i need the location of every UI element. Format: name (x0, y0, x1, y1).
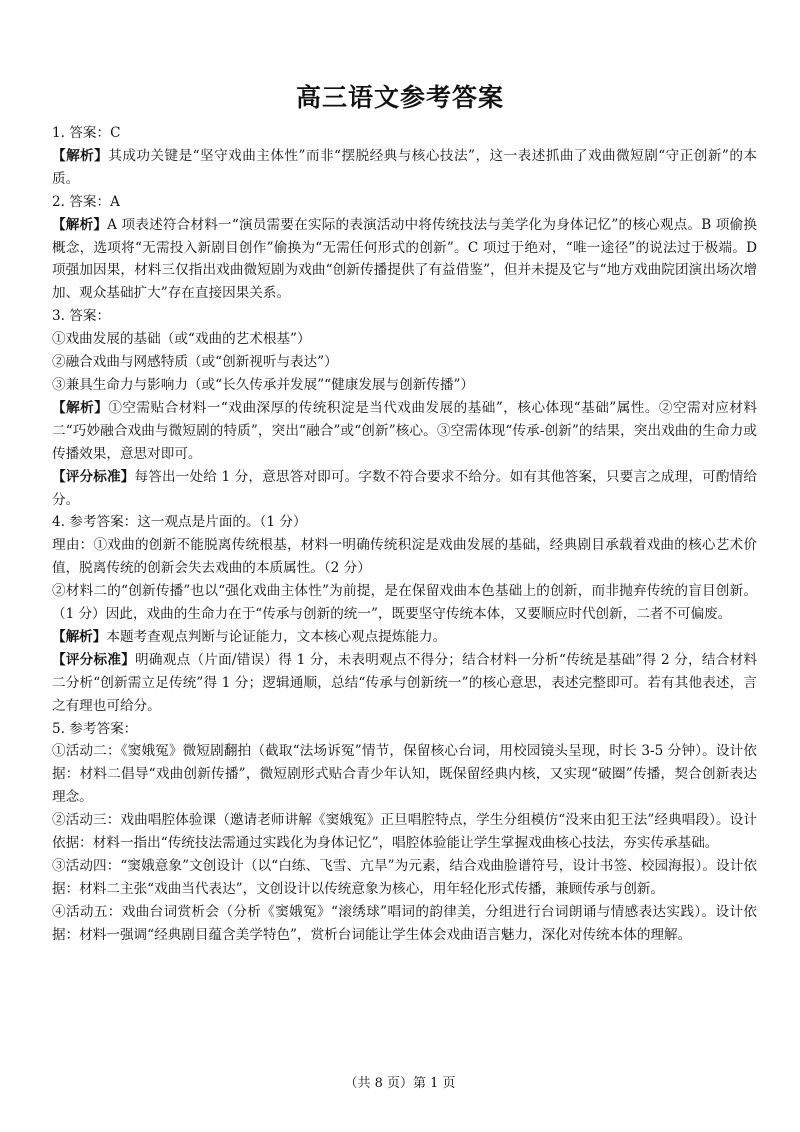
paragraph-text: 本题考查观点判断与论证能力，文本核心观点提炼能力。 (106, 628, 447, 645)
paragraph-text: ②活动三：戏曲唱腔体验课（邀请老师讲解《窦娥冤》正旦唱腔特点，学生分组模仿“没来由犯王法”经典唱段）。设计依据：材料一指出“传统技法需通过实践化为身体记忆”，唱腔体验能让学生掌握戏曲核心技法，夯实传承基础。 (52, 812, 757, 852)
analysis-tag: 【解析】 (52, 628, 107, 645)
answer-2-heading (52, 191, 757, 214)
answer-4-reason-1 (52, 534, 757, 580)
page-footer: （共 8 页）第 1 页 (344, 1076, 456, 1091)
paragraph-text: 4. 参考答案：这一观点是片面的。（1 分） (52, 514, 307, 531)
paragraph-text: ①戏曲发展的基础（或“戏曲的艺术根基”） (52, 331, 311, 348)
paragraph-text: 明确观点（片面/错误）得 1 分，未表明观点不得分；结合材料一分析“传统是基础”得 2 分，结合材料二分析“创新需立足传统”得 1 分；逻辑通顺，总结“传承与创新统一”的核心意思，表述完整即可。若有其他表述，言之有理也可给分。 (52, 651, 758, 714)
scoring-tag: 【评分标准】 (52, 651, 136, 668)
answer-5-activity-2 (52, 740, 757, 809)
analysis-tag: 【解析】 (52, 399, 109, 416)
answer-5-heading (52, 718, 757, 741)
scoring-tag: 【评分标准】 (52, 468, 135, 485)
paragraph-text: 3. 答案： (52, 308, 111, 325)
page-title: 高三语文参考答案 (295, 83, 504, 112)
paragraph-text: 理由：①戏曲的创新不能脱离传统根基，材料一明确传统积淀是戏曲发展的基础，经典剧目承载着戏曲的核心艺术价值，脱离传统的创新会失去戏曲的本质属性。（2 分） (52, 537, 757, 577)
answer-4-heading (52, 511, 757, 534)
answer-5-activity-3 (52, 809, 757, 855)
answer-body (52, 122, 757, 947)
answer-4-analysis (52, 626, 757, 649)
answer-2-analysis (52, 214, 757, 306)
paragraph-text: ②融合戏曲与网感特质（或“创新视听与表达”） (52, 354, 338, 371)
answer-4-scoring (52, 649, 757, 718)
answer-3-item-2 (52, 351, 757, 374)
paragraph-text: 1. 答案：C (52, 125, 121, 141)
answer-5-activity-4 (52, 855, 757, 901)
paragraph-text: 其成功关键是“坚守戏曲主体性”而非“摆脱经典与核心技法”，这一表述抓曲了戏曲微短剧“守正创新”的本质。 (52, 147, 758, 187)
paragraph-text: ③活动四：“窦娥意象”文创设计（以“白练、飞雪、亢旱”为元素，结合戏曲脸谱符号，设计书签、校园海报）。设计依据：材料二主张“戏曲当代表达”，文创设计以传统意象为核心，用年轻化形式传播，兼顾传承与创新。 (52, 858, 757, 897)
answer-1-heading (52, 122, 757, 145)
paragraph-text: ①空需贴合材料一“戏曲深厚的传统积淀是当代戏曲发展的基础”，核心体现“基础”属性。②空需对应材料二“巧妙融合戏曲与微短剧的特质”，突出“融合”或“创新”核心。③空需体现“传承-创新”的结果，突出戏曲的生命力或传播效果，意思对即可。 (52, 399, 757, 462)
paragraph-text: 每答出一处给 1 分，意思答对即可。字数不符合要求不给分。如有其他答案，只要言之成理，可酌情给分。 (52, 468, 758, 508)
paragraph-text: ①活动二：《窦娥冤》微短剧翻拍（截取“法场诉冤”情节，保留核心台词，用校园镜头呈现，时长 3-5 分钟）。设计依据：材料二倡导“戏曲创新传播”，微短剧形式贴合青少年认知，既保留经典内核，又实现“破圈”传播，契合创新表达理念。 (52, 743, 757, 806)
paragraph-text: ④活动五：戏曲台词赏析会（分析《窦娥冤》“滚绣球”唱词的韵律美，分组进行台词朗诵与情感表达实践）。设计依据：材料一强调“经典剧目蕴含美学特色”，赏析台词能让学生体会戏曲语言魅力，深化对传统本体的理解。 (52, 903, 757, 943)
paragraph-text: 5. 参考答案： (52, 720, 138, 737)
paragraph-text: ②材料二的“创新传播”也以“强化戏曲主体性”为前提，是在保留戏曲本色基础上的创新，而非抛弃传统的盲目创新。（1 分）因此，戏曲的生命力在于“传承与创新的统一”，既要坚守传统本体，又要顺应时代创新，二者不可偏废。 (52, 583, 757, 623)
answer-4-reason-2 (52, 580, 757, 626)
analysis-tag: 【解析】 (52, 216, 108, 233)
paragraph-text: A 项表述符合材料一“演员需要在实际的表演活动中将传统技法与美学化为身体记忆”的核心观点。B 项偷换概念，选项将“无需投入新剧目创作”偷换为“无需任何形式的创新”。C 项过于绝对，“唯一途径”的说法过于极端。D 项强加因果，材料三仅指出戏曲微短剧为戏曲“创新传播提供了有益借鉴”，但并未提及它与“地方戏曲院团演出场次增加、观众基础扩大”存在直接因果关系。 (52, 216, 757, 302)
answer-3-item-1 (52, 328, 757, 351)
paragraph-text: ③兼具生命力与影响力（或“长久传承并发展”“健康发展与创新传播”） (52, 376, 475, 393)
answer-3-analysis (52, 397, 757, 466)
analysis-tag: 【解析】 (52, 147, 109, 164)
paragraph-text: 2. 答案：A (52, 193, 120, 210)
answer-1-analysis (52, 145, 757, 191)
answer-3-item-3 (52, 374, 757, 397)
answer-3-scoring (52, 466, 757, 512)
answer-5-activity-5 (52, 901, 757, 947)
answer-3-heading (52, 305, 757, 328)
